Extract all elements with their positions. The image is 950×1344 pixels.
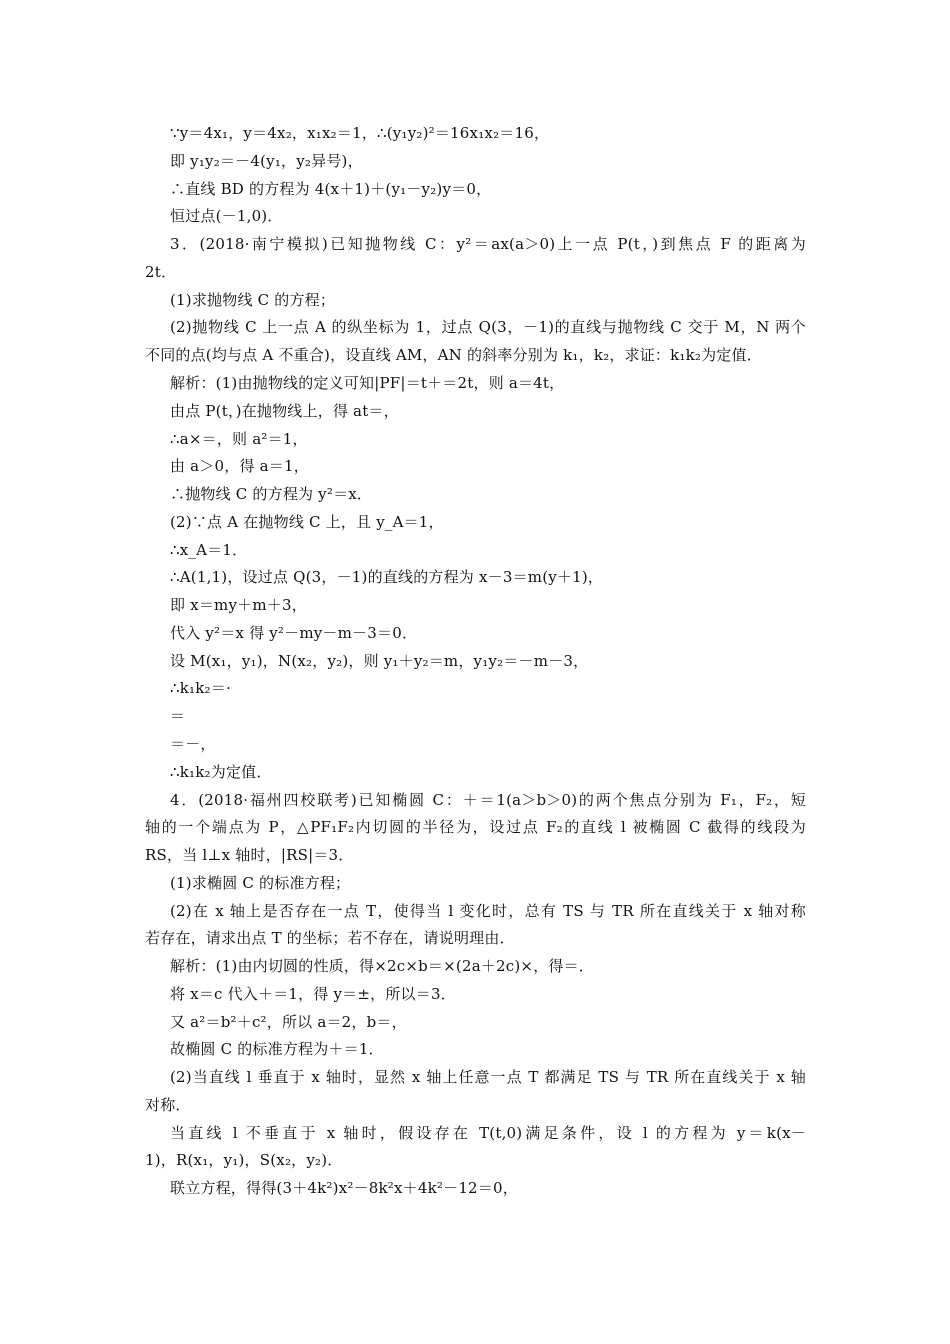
text-line: 轴的一个端点为 P，△PF₁F₂内切圆的半径为，设过点 F₂的直线 l 被椭圆 C 截得的线段为: [145, 818, 806, 836]
text-line: 4．(2018·福州四校联考)已知椭圆 C：＋＝1(a＞b＞0)的两个焦点分别为 F₁，F₂，短: [170, 791, 806, 809]
text-line: 设 M(x₁，y₁)，N(x₂，y₂)，则 y₁＋y₂＝m，y₁y₂＝－m－3，: [170, 652, 589, 670]
text-line: 对称．: [145, 1096, 191, 1114]
text-line: 3．(2018·南宁模拟)已知抛物线 C：y²＝ax(a＞0)上一点 P(t，)到焦点 F 的距离为: [170, 235, 806, 253]
text-line: ∴k₁k₂为定值．: [170, 763, 272, 781]
text-line: ∴A(1,1)，设过点 Q(3，－1)的直线的方程为 x－3＝m(y＋1)，: [170, 568, 604, 586]
text-line: 解析：(1)由抛物线的定义可知|PF|＝t＋＝2t，则 a＝4t，: [170, 374, 565, 392]
text-line: (2)在 x 轴上是否存在一点 T，使得当 l 变化时，总有 TS 与 TR 所在直线关于 x 轴对称: [170, 902, 806, 920]
text-line: (2)∵点 A 在抛物线 C 上，且 y_A＝1，: [170, 513, 444, 531]
text-line: ＝－，: [170, 735, 216, 753]
text-line: 联立方程，得得(3＋4k²)x²－8k²x＋4k²－12＝0，: [170, 1179, 518, 1197]
text-line: RS，当 l⊥x 轴时，|RS|＝3．: [145, 846, 354, 864]
text-line: ∴抛物线 C 的方程为 y²＝x．: [170, 485, 373, 503]
text-line: ∴x_A＝1．: [170, 541, 248, 559]
text-line: 将 x＝c 代入＋＝1，得 y＝±，所以＝3．: [170, 985, 456, 1003]
text-line: 故椭圆 C 的标准方程为＋＝1．: [170, 1040, 384, 1058]
text-line: (2)抛物线 C 上一点 A 的纵坐标为 1，过点 Q(3，－1)的直线与抛物线 C 交于 M，N 两个: [170, 318, 806, 336]
text-line: ∴a×＝，则 a²＝1，: [170, 430, 308, 448]
text-line: ＝: [170, 707, 186, 725]
text-line: 由 a＞0，得 a＝1，: [170, 457, 309, 475]
text-line: 不同的点(均与点 A 不重合)，设直线 AM，AN 的斜率分别为 k₁，k₂，求证：k₁k₂为定值．: [145, 346, 762, 364]
text-line: 1)，R(x₁，y₁)，S(x₂，y₂)．: [145, 1151, 343, 1169]
text-line: 代入 y²＝x 得 y²－my－m－3＝0．: [170, 624, 418, 642]
text-line: 由点 P(t，)在抛物线上，得 at＝，: [170, 402, 399, 420]
text-line: 若存在，请求出点 T 的坐标；若不存在，请说明理由．: [145, 929, 515, 947]
text-line: 恒过点(－1,0)．: [170, 207, 283, 225]
text-line: 解析：(1)由内切圆的性质，得×2c×b＝×(2a＋2c)×，得＝．: [170, 957, 595, 975]
text-line: 2t．: [145, 263, 177, 281]
text-line: (2)当直线 l 垂直于 x 轴时，显然 x 轴上任意一点 T 都满足 TS 与 TR 所在直线关于 x 轴: [170, 1068, 806, 1086]
text-line: (1)求抛物线 C 的方程；: [170, 291, 336, 309]
text-line: (1)求椭圆 C 的标准方程；: [170, 874, 351, 892]
text-line: ∵y＝4x₁，y＝4x₂，x₁x₂＝1，∴(y₁y₂)²＝16x₁x₂＝16，: [170, 124, 550, 142]
text-line: ∴k₁k₂＝·: [170, 679, 231, 697]
text-line: 又 a²＝b²＋c²，所以 a＝2，b＝，: [170, 1013, 407, 1031]
text-line: 当直线 l 不垂直于 x 轴时，假设存在 T(t,0)满足条件，设 l 的方程为 y＝k(x－: [170, 1124, 806, 1142]
text-line: 即 x＝my＋m＋3，: [170, 596, 307, 614]
text-line: ∴直线 BD 的方程为 4(x＋1)＋(y₁－y₂)y＝0，: [170, 180, 492, 198]
text-line: 即 y₁y₂＝－4(y₁，y₂异号)，: [170, 152, 363, 170]
